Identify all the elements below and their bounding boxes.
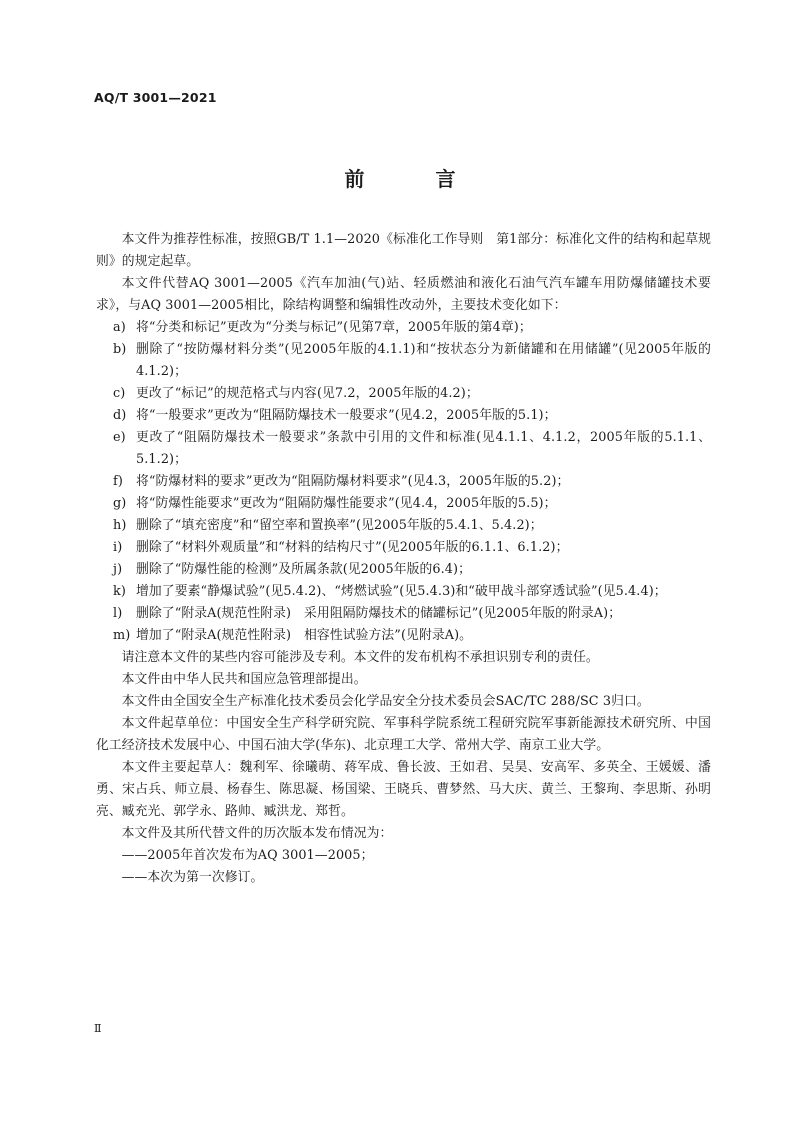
list-marker: k) — [113, 584, 126, 599]
list-item — [96, 625, 711, 647]
list-item-text: 增加了“附录A(规范性附录) 相容性试验方法”(见附录A)。 — [136, 628, 473, 643]
list-marker: f) — [113, 474, 123, 489]
patent-notice: 请注意本文件的某些内容可能涉及专利。本文件的发布机构不承担识别专利的责任。 — [121, 650, 599, 665]
drafting-units-paragraph: 本文件起草单位：中国安全生产科学研究院、军事科学院系统工程研究院军事新能源技术研究所、中国化工经济技术发展中心、中国石油大学(华东)、北京理工大学、常州大学、南京工业大学。 — [96, 716, 711, 753]
foreword-body — [96, 229, 711, 889]
list-item-text: 删除了“材料外观质量”和“材料的结构尺寸”(见2005年版的6.1.1、6.1.2)； — [136, 540, 569, 555]
list-item — [96, 317, 711, 339]
list-marker: m) — [113, 628, 131, 643]
page-number: Ⅱ — [94, 1022, 102, 1035]
list-item — [96, 383, 711, 405]
list-marker: a) — [113, 320, 126, 335]
list-marker: d) — [113, 408, 127, 423]
list-item-text: 增加了要素“静爆试验”(见5.4.2)、“烤燃试验”(见5.4.3)和“破甲战斗部穿透试验”(见5.4.4)； — [136, 584, 667, 599]
page-title: 前 言 — [344, 167, 488, 191]
intro-paragraph: 本文件为推荐性标准，按照GB/T 1.1—2020《标准化工作导则 第1部分：标准化文件的结构和起草规则》的规定起草。 — [96, 232, 711, 269]
standard-code: AQ/T 3001—2021 — [94, 90, 217, 105]
list-item-text: 将“防爆材料的要求”更改为“阻隔防爆材料要求”(见4.3，2005年版的5.2)； — [136, 474, 570, 489]
list-item-text: 删除了“按防爆材料分类”(见2005年版的4.1.1)和“按状态分为新储罐和在用储罐”(见2005年版的4.1.2)； — [136, 342, 711, 379]
intro-paragraph: 本文件代替AQ 3001—2005《汽车加油(气)站、轻质燃油和液化石油气汽车罐车用防爆储罐技术要求》，与AQ 3001—2005相比，除结构调整和编辑性改动外，主要技术变化如下： — [96, 276, 711, 313]
list-item-text: 将“分类和标记”更改为“分类与标记”(见第7章，2005年版的第4章)； — [136, 320, 532, 335]
list-marker: i) — [113, 540, 123, 555]
list-marker: j) — [113, 562, 123, 577]
list-item-text: 更改了“标记”的规范格式与内容(见7.2，2005年版的4.2)； — [136, 386, 479, 401]
list-item — [96, 603, 711, 625]
list-item — [96, 559, 711, 581]
list-item-text: 删除了“附录A(规范性附录) 采用阻隔防爆技术的储罐标记”(见2005年版的附录A)； — [136, 606, 622, 621]
list-marker: c) — [113, 386, 126, 401]
committee-paragraph: 本文件由全国安全生产标准化技术委员会化学品安全分技术委员会SAC/TC 288/SC 3归口。 — [121, 694, 650, 709]
list-item — [96, 537, 711, 559]
changes-list — [96, 317, 711, 647]
list-item — [96, 515, 711, 537]
drafters-paragraph: 本文件主要起草人：魏利军、徐曦萌、蒋军成、鲁长波、王如君、吴昊、安高军、多英全、王媛媛、潘勇、宋占兵、师立晨、杨春生、陈思凝、杨国梁、王晓兵、曹梦然、马大庆、黄兰、王黎珣、李思斯、孙明亮、臧充光、郭学永、路帅、臧洪龙、郑哲。 — [96, 760, 711, 819]
list-item — [96, 405, 711, 427]
list-marker: l) — [113, 606, 123, 621]
list-marker: e) — [113, 430, 126, 445]
list-item-text: 删除了“防爆性能的检测”及所属条款(见2005年版的6.4)； — [136, 562, 472, 577]
list-item-text: 将“防爆性能要求”更改为“阻隔防爆性能要求”(见4.4，2005年版的5.5)； — [136, 496, 557, 511]
history-item: ——本次为第一次修订。 — [121, 870, 264, 885]
history-intro: 本文件及其所代替文件的历次版本发布情况为： — [121, 826, 393, 841]
list-item — [96, 581, 711, 603]
list-item — [96, 427, 711, 471]
proposer-paragraph: 本文件由中华人民共和国应急管理部提出。 — [121, 672, 367, 687]
list-marker: g) — [113, 496, 127, 511]
list-marker: b) — [113, 342, 127, 357]
list-item — [96, 471, 711, 493]
list-item — [96, 493, 711, 515]
list-item-text: 更改了“阻隔防爆技术一般要求”条款中引用的文件和标准(见4.1.1、4.1.2，2005年版的5.1.1、5.1.2)； — [136, 430, 711, 467]
list-item-text: 将“一般要求”更改为“阻隔防爆技术一般要求”(见4.2，2005年版的5.1)； — [136, 408, 557, 423]
list-item — [96, 339, 711, 383]
list-item-text: 删除了“填充密度”和“留空率和置换率”(见2005年版的5.4.1、5.4.2)； — [136, 518, 543, 533]
history-item: ——2005年首次发布为AQ 3001—2005； — [121, 848, 374, 863]
list-marker: h) — [113, 518, 127, 533]
